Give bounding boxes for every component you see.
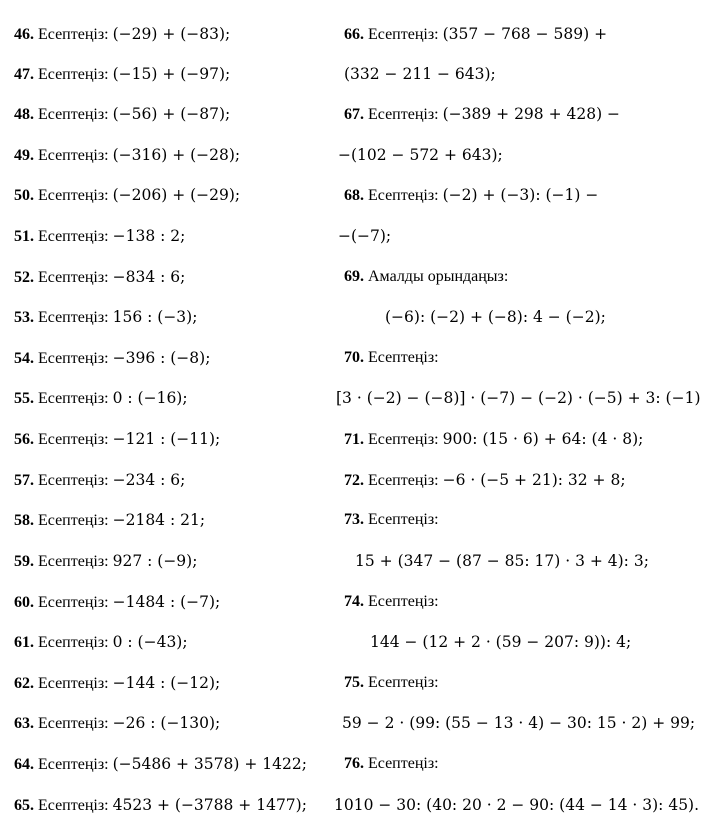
exercise-row: [14, 267, 185, 288]
exercise-row: [344, 64, 496, 85]
exercise-expression: −2184 : 21;: [112, 511, 206, 529]
exercise-expression: −138 : 2;: [112, 227, 186, 245]
exercise-instruction: Есептеңіз:: [38, 228, 109, 245]
exercise-number: 68.: [344, 187, 364, 204]
exercise-expression: 1010 − 30: (40: 20 · 2 − 90: (44 − 14 · 3): 45).: [334, 796, 700, 814]
exercise-number: 71.: [344, 431, 364, 448]
exercise-instruction: Есептеңіз:: [368, 511, 439, 528]
exercise-expression: (357 − 768 − 589) +: [442, 25, 608, 43]
exercise-row: [14, 64, 230, 85]
exercise-number: 55.: [14, 390, 34, 407]
exercise-number: 74.: [344, 593, 364, 610]
exercise-expression: −(−7);: [338, 227, 392, 245]
exercise-row: [14, 307, 197, 328]
exercise-expression: (−2) + (−3): (−1) −: [442, 186, 599, 204]
exercise-instruction: Есептеңіз:: [38, 26, 109, 43]
exercise-expression: 4523 + (−3788 + 1477);: [112, 796, 307, 814]
exercise-row: [370, 632, 631, 653]
exercise-row: [344, 510, 439, 530]
exercise-row: [14, 795, 307, 816]
exercise-number: 48.: [14, 106, 34, 123]
exercise-expression: 144 − (12 + 2 · (59 − 207: 9)): 4;: [370, 633, 632, 651]
exercise-number: 63.: [14, 715, 34, 732]
exercise-row: [14, 551, 197, 572]
exercise-number: 76.: [344, 755, 364, 772]
exercise-instruction: Есептеңіз:: [38, 512, 109, 529]
exercise-number: 53.: [14, 309, 34, 326]
exercise-row: [344, 24, 607, 45]
exercise-expression: −121 : (−11);: [112, 430, 221, 448]
exercise-instruction: Есептеңіз:: [368, 26, 439, 43]
exercise-row: [385, 307, 606, 328]
exercise-row: [344, 592, 439, 612]
exercise-expression: −(102 − 572 + 643);: [338, 146, 503, 164]
exercise-expression: (−316) + (−28);: [112, 146, 241, 164]
exercise-row: [344, 470, 626, 491]
exercise-number: 75.: [344, 674, 364, 691]
exercise-expression: 927 : (−9);: [112, 552, 198, 570]
exercise-row: [14, 185, 240, 206]
exercise-instruction: Есептеңіз:: [38, 553, 109, 570]
exercise-row: [336, 388, 701, 409]
exercise-number: 50.: [14, 187, 34, 204]
exercise-row: [355, 551, 649, 572]
exercise-expression: 59 − 2 · (99: (55 − 13 · 4) − 30: 15 · 2) + 99;: [342, 714, 696, 732]
exercise-instruction: Есептеңіз:: [368, 431, 439, 448]
exercise-row: [334, 795, 699, 816]
exercise-number: 64.: [14, 756, 34, 773]
exercise-row: [14, 592, 220, 613]
exercise-instruction: Есептеңіз:: [38, 715, 109, 732]
exercise-instruction: Есептеңіз:: [368, 349, 439, 366]
exercise-expression: −834 : 6;: [112, 268, 186, 286]
exercise-expression: 900: (15 · 6) + 64: (4 · 8);: [442, 430, 644, 448]
exercise-row: [14, 470, 185, 491]
exercise-row: [14, 510, 205, 531]
exercise-number: 66.: [344, 26, 364, 43]
exercise-expression: 0 : (−16);: [112, 389, 188, 407]
exercise-expression: −144 : (−12);: [112, 674, 221, 692]
exercise-expression: (−56) + (−87);: [112, 105, 231, 123]
exercise-number: 57.: [14, 472, 34, 489]
exercise-row: [14, 754, 307, 775]
exercise-expression: (332 − 211 − 643);: [344, 65, 496, 83]
exercise-row: [14, 388, 188, 409]
exercise-instruction: Есептеңіз:: [38, 147, 109, 164]
exercise-row: [344, 754, 439, 774]
exercise-instruction: Амалды орындаңыз:: [368, 268, 509, 285]
exercise-row: [344, 104, 620, 125]
exercise-expression: [3 · (−2) − (−8)] · (−7) − (−2) · (−5) + 3: (−1): [336, 389, 701, 407]
exercise-expression: 0 : (−43);: [112, 633, 188, 651]
exercise-instruction: Есептеңіз:: [38, 594, 109, 611]
exercise-number: 46.: [14, 26, 34, 43]
exercise-instruction: Есептеңіз:: [38, 390, 109, 407]
exercise-row: [338, 226, 391, 247]
exercise-row: [14, 226, 185, 247]
exercise-row: [14, 673, 220, 694]
exercise-row: [14, 24, 230, 45]
exercise-row: [14, 713, 220, 734]
exercise-number: 61.: [14, 634, 34, 651]
exercise-instruction: Есептеңіз:: [38, 350, 109, 367]
exercise-number: 54.: [14, 350, 34, 367]
exercise-instruction: Есептеңіз:: [38, 756, 109, 773]
exercise-expression: −6 · (−5 + 21): 32 + 8;: [442, 471, 626, 489]
exercise-row: [338, 145, 503, 166]
exercise-instruction: Есептеңіз:: [38, 634, 109, 651]
exercise-instruction: Есептеңіз:: [38, 797, 109, 814]
exercise-instruction: Есептеңіз:: [38, 431, 109, 448]
exercise-expression: −26 : (−130);: [112, 714, 221, 732]
exercise-row: [344, 673, 439, 693]
exercise-instruction: Есептеңіз:: [368, 674, 439, 691]
exercise-instruction: Есептеңіз:: [368, 472, 439, 489]
exercise-number: 58.: [14, 512, 34, 529]
exercise-number: 47.: [14, 66, 34, 83]
exercise-instruction: Есептеңіз:: [368, 593, 439, 610]
exercise-number: 62.: [14, 675, 34, 692]
exercise-instruction: Есептеңіз:: [368, 106, 439, 123]
exercise-expression: 156 : (−3);: [112, 308, 198, 326]
exercise-row: [344, 267, 508, 287]
exercise-row: [14, 429, 220, 450]
exercise-row: [342, 713, 695, 734]
exercise-row: [14, 632, 188, 653]
exercise-number: 56.: [14, 431, 34, 448]
exercise-number: 49.: [14, 147, 34, 164]
exercise-row: [14, 145, 240, 166]
exercise-instruction: Есептеңіз:: [38, 269, 109, 286]
exercise-expression: −234 : 6;: [112, 471, 186, 489]
exercise-number: 51.: [14, 228, 34, 245]
exercise-row: [14, 104, 230, 125]
exercise-row: [14, 348, 210, 369]
exercise-number: 72.: [344, 472, 364, 489]
exercise-expression: −1484 : (−7);: [112, 593, 221, 611]
exercise-expression: −396 : (−8);: [112, 349, 211, 367]
exercise-instruction: Есептеңіз:: [38, 309, 109, 326]
exercise-number: 67.: [344, 106, 364, 123]
exercise-expression: (−29) + (−83);: [112, 25, 231, 43]
exercise-number: 73.: [344, 511, 364, 528]
exercise-number: 69.: [344, 268, 364, 285]
exercise-instruction: Есептеңіз:: [38, 187, 109, 204]
exercise-number: 59.: [14, 553, 34, 570]
exercise-expression: (−5486 + 3578) + 1422;: [112, 755, 307, 773]
exercise-expression: 15 + (347 − (87 − 85: 17) · 3 + 4): 3;: [355, 552, 649, 570]
exercise-instruction: Есептеңіз:: [368, 755, 439, 772]
exercise-expression: (−15) + (−97);: [112, 65, 231, 83]
exercise-row: [344, 348, 439, 368]
exercise-number: 65.: [14, 797, 34, 814]
exercise-number: 52.: [14, 269, 34, 286]
exercise-number: 60.: [14, 594, 34, 611]
exercise-instruction: Есептеңіз:: [38, 472, 109, 489]
exercise-number: 70.: [344, 349, 364, 366]
exercise-expression: (−389 + 298 + 428) −: [442, 105, 621, 123]
exercise-expression: (−206) + (−29);: [112, 186, 241, 204]
exercise-instruction: Есептеңіз:: [38, 675, 109, 692]
exercise-instruction: Есептеңіз:: [38, 66, 109, 83]
exercise-instruction: Есептеңіз:: [38, 106, 109, 123]
exercise-row: [344, 185, 598, 206]
exercise-instruction: Есептеңіз:: [368, 187, 439, 204]
exercise-row: [344, 429, 643, 450]
exercise-expression: (−6): (−2) + (−8): 4 − (−2);: [385, 308, 606, 326]
